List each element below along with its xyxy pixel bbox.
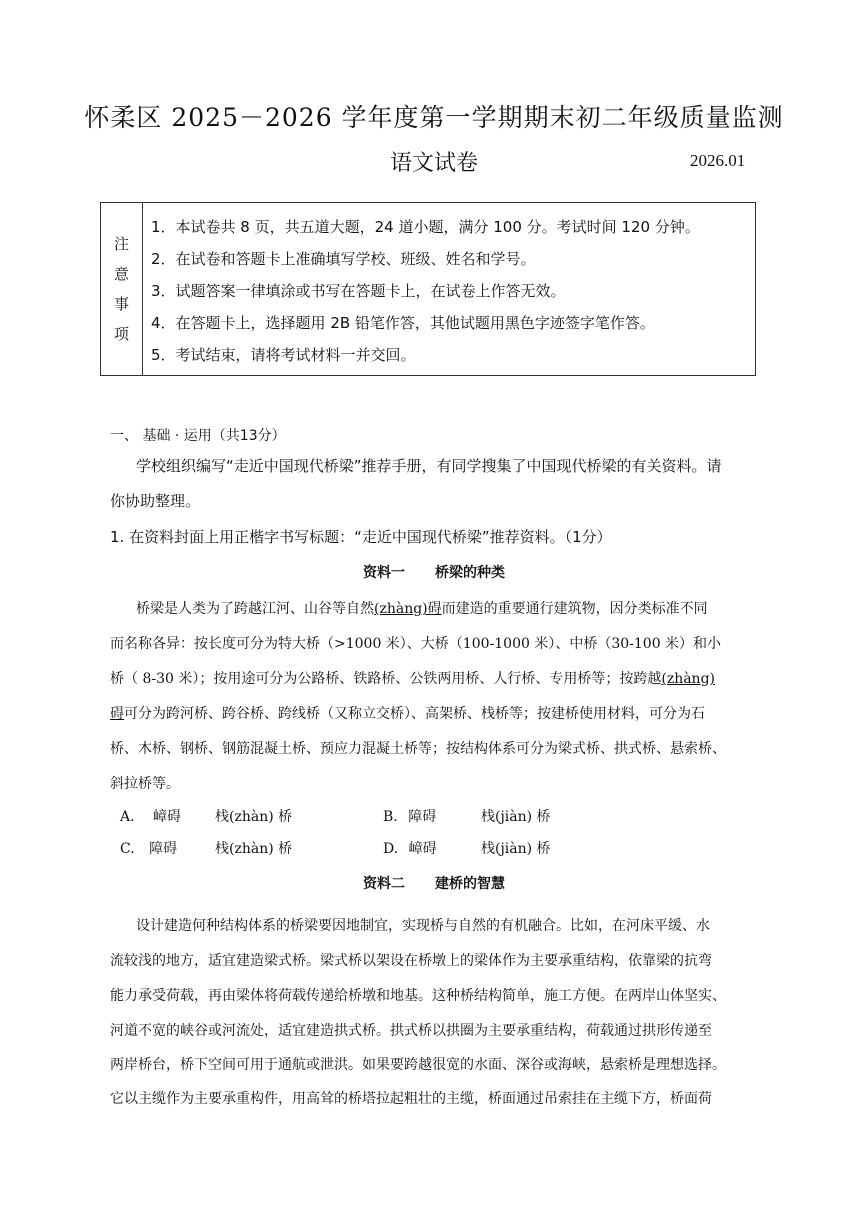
material-1-line: 斜拉桥等。 [110, 776, 180, 792]
option-word: 嶂碍 [153, 809, 182, 825]
material-2-line: 设计建造何种结构体系的桥梁要因地制宜，实现桥与自然的有机融合。比如，在河床平缓、水 [136, 918, 710, 934]
exam-subtitle: 语文试卷 [389, 151, 478, 176]
option-word: 障碍 [149, 841, 178, 857]
question-1: 1. 在资料封面上用正楷字书写标题：“走近中国现代桥梁”推荐资料。（1分） [110, 528, 612, 546]
option-letter: C. [120, 841, 135, 857]
material-1-heading [0, 562, 868, 582]
option-pinyin: 栈(zhàn) 桥 [215, 809, 293, 825]
material-2-line: 河道不宽的峡谷或河流处，适宜建造拱式桥。拱式桥以拱圈为主要承重结构，荷载通过拱形传递至 [110, 1023, 712, 1039]
option-letter: A. [120, 809, 135, 825]
notice-label-char: 注 [113, 235, 129, 253]
text-segment: 桥梁是人类为了跨越江河、山谷等自然 [136, 601, 374, 617]
option-pinyin: 栈(jiàn) 桥 [481, 809, 551, 825]
material-title: 桥梁的种类 [435, 565, 505, 581]
option-letter: B. [383, 809, 398, 825]
material-1-line: 而名称各异：按长度可分为特大桥（>1000 米）、大桥（100-1000 米）、中桥（30-100 米）和小 [110, 636, 722, 652]
material-2-line: 两岸桥台，桥下空间可用于通航或泄洪。如果要跨越很宽的水面、深谷或海峡，悬索桥是理想选择。 [110, 1057, 726, 1073]
notice-label-char: 事 [113, 295, 129, 313]
blank-word: 碍 [110, 706, 124, 722]
option-letter: D. [383, 841, 399, 857]
option-d[interactable] [383, 838, 551, 858]
material-1-line [136, 598, 708, 618]
section-heading: 一、 基础 · 运用（共13分） [110, 428, 286, 444]
notice-item: 5．考试结束，请将考试材料一并交回。 [151, 346, 416, 364]
notice-label [101, 203, 143, 375]
notice-item: 3．试题答案一律填涂或书写在答题卡上，在试卷上作答无效。 [151, 282, 566, 300]
text-segment: 而建造的重要通行建筑物，因分类标准不同 [441, 601, 708, 617]
option-word: 障碍 [408, 809, 437, 825]
blank-word: (zhàng) [661, 671, 716, 687]
intro-line-1: 学校组织编写“走近中国现代桥梁”推荐手册，有同学搜集了中国现代桥梁的有关资料。请 [136, 457, 722, 475]
notice-box [100, 202, 756, 376]
option-b[interactable] [383, 806, 551, 826]
option-pinyin: 栈(jiàn) 桥 [481, 841, 551, 857]
material-1-line: 桥、木桥、钢桥、钢筋混凝土桥、预应力混凝土桥等；按结构体系可分为梁式桥、拱式桥、悬索桥、 [110, 741, 726, 757]
material-label: 资料二 [363, 876, 405, 892]
material-title: 建桥的智慧 [435, 876, 505, 892]
notice-label-char: 意 [113, 265, 129, 283]
notice-item: 1．本试卷共 8 页，共五道大题，24 道小题，满分 100 分。考试时间 120 分钟。 [151, 218, 700, 236]
option-word: 嶂碍 [408, 841, 437, 857]
intro-line-2: 你协助整理。 [110, 492, 201, 510]
notice-list [151, 211, 700, 371]
material-2-line: 能力承受荷载，再由梁体将荷载传递给桥墩和地基。这种桥结构简单，施工方便。在两岸山体坚实、 [110, 988, 726, 1004]
exam-date: 2026.01 [690, 151, 746, 170]
option-pinyin: 栈(zhàn) 桥 [215, 841, 293, 857]
exam-title: 怀柔区 2025－2026 学年度第一学期期末初二年级质量监测 [84, 103, 784, 132]
option-a[interactable] [120, 806, 293, 826]
material-2-line: 它以主缆作为主要承重构件，用高耸的桥塔拉起粗壮的主缆，桥面通过吊索挂在主缆下方，桥面荷 [110, 1091, 712, 1107]
material-2-line: 流较浅的地方，适宜建造梁式桥。梁式桥以架设在桥墩上的梁体作为主要承重结构，依靠梁的抗弯 [110, 953, 712, 969]
material-1-line [110, 668, 715, 688]
notice-label-char: 项 [113, 325, 129, 343]
notice-item: 4．在答题卡上，选择题用 2B 铅笔作答，其他试题用黑色字迹签字笔作答。 [151, 314, 655, 332]
notice-item: 2．在试卷和答题卡上准确填写学校、班级、姓名和学号。 [151, 250, 536, 268]
blank-word: (zhàng)碍 [374, 601, 442, 617]
material-label: 资料一 [363, 565, 405, 581]
material-1-line [110, 703, 705, 723]
text-segment: 可分为跨河桥、跨谷桥、跨线桥（又称立交桥）、高架桥、栈桥等；按建桥使用材料，可分为石 [124, 706, 705, 722]
text-segment: 桥（ 8-30 米）；按用途可分为公路桥、铁路桥、公铁两用桥、人行桥、专用桥等；按跨越 [110, 671, 662, 687]
option-c[interactable] [120, 838, 293, 858]
material-2-heading [0, 873, 868, 893]
